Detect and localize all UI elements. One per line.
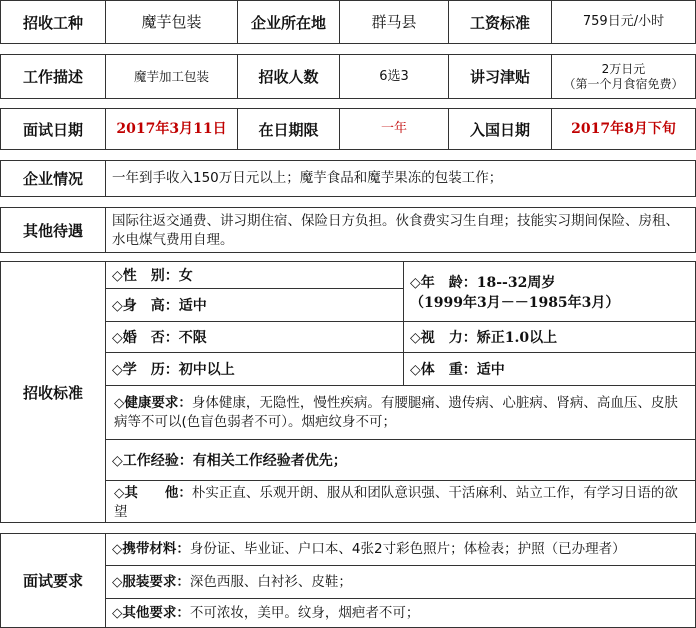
req-other-heading: ◇其他要求： [112, 604, 190, 621]
criteria-gender: ◇性 别：女 [105, 261, 404, 289]
work-desc-value: 魔芋加工包装 [105, 54, 238, 99]
job-type-value: 魔芋包装 [105, 0, 238, 44]
req-other-text: 不可浓妆，美甲。纹身，烟疤者不可； [189, 604, 420, 621]
entry-date-value: 2017年8月下旬 [551, 108, 696, 150]
wage-label: 工资标准 [448, 0, 552, 44]
bring-text: 身份证、毕业证、户口本、4张2寸彩色照片；体检表；护照（已办理者） [189, 541, 626, 557]
location-label: 企业所在地 [237, 0, 340, 44]
benefits-label: 其他待遇 [0, 207, 106, 253]
recruit-count-label: 招收人数 [237, 54, 340, 99]
interview-date-label: 面试日期 [0, 108, 106, 150]
job-type-label: 招收工种 [0, 0, 106, 44]
criteria-marriage: ◇婚 否：不限 [105, 321, 404, 353]
wage-value: 759日元/小时 [551, 0, 696, 44]
criteria-health [105, 385, 696, 440]
interview-req-bring [105, 533, 696, 566]
company-text: 一年到手收入150万日元以上；魔芋食品和魔芋果冻的包装工作； [105, 160, 696, 197]
term-value: 一年 [339, 108, 449, 150]
dress-text: 深色西服、白衬衫、皮鞋； [189, 573, 352, 590]
criteria-other [105, 480, 696, 523]
allowance-amount: 2万日元 [601, 61, 646, 76]
work-desc-label: 工作描述 [0, 54, 106, 99]
criteria-experience: ◇工作经验：有相关工作经验者优先； [105, 439, 696, 481]
entry-date-label: 入国日期 [448, 108, 552, 150]
bring-heading: ◇携带材料： [112, 541, 190, 557]
criteria-label: 招收标准 [0, 261, 106, 523]
allowance-label: 讲习津贴 [448, 54, 552, 99]
criteria-weight: ◇体 重：适中 [403, 352, 696, 386]
health-heading: ◇健康要求： [114, 395, 192, 411]
criteria-height: ◇身 高：适中 [105, 288, 404, 322]
criteria-age [403, 261, 696, 322]
other-heading: ◇其 他： [114, 485, 192, 501]
interview-req-other [105, 598, 696, 628]
recruit-count-value: 6选3 [339, 54, 449, 99]
criteria-vision: ◇视 力：矫正1.0以上 [403, 321, 696, 353]
other-text: 朴实正直、乐观开朗、服从和团队意识强、干活麻利、站立工作，有学习日语的欲望 [114, 485, 678, 520]
interview-req-label: 面试要求 [0, 533, 106, 628]
criteria-age-range: ◇年 龄：18--32周岁 [410, 274, 556, 291]
location-value: 群马县 [339, 0, 449, 44]
interview-date-value: 2017年3月11日 [105, 108, 238, 150]
criteria-age-years: （1999年3月－－1985年3月） [410, 294, 620, 311]
allowance-note: （第一个月食宿免费） [563, 76, 684, 91]
criteria-education: ◇学 历：初中以上 [105, 352, 404, 386]
health-text: 身体健康，无隐性，慢性疾病。有腰腿痛、遗传病、心脏病、肾病、高血压、皮肤病等不可以(色盲色弱者不可）。烟疤纹身不可； [114, 395, 678, 430]
dress-heading: ◇服装要求： [112, 573, 190, 590]
term-label: 在日期限 [237, 108, 340, 150]
benefits-text: 国际往返交通费、讲习期住宿、保险日方负担。伙食费实习生自理；技能实习期间保险、房租、水电煤气费用自理。 [105, 207, 696, 253]
allowance-value [551, 54, 696, 99]
company-label: 企业情况 [0, 160, 106, 197]
interview-req-dress [105, 565, 696, 599]
